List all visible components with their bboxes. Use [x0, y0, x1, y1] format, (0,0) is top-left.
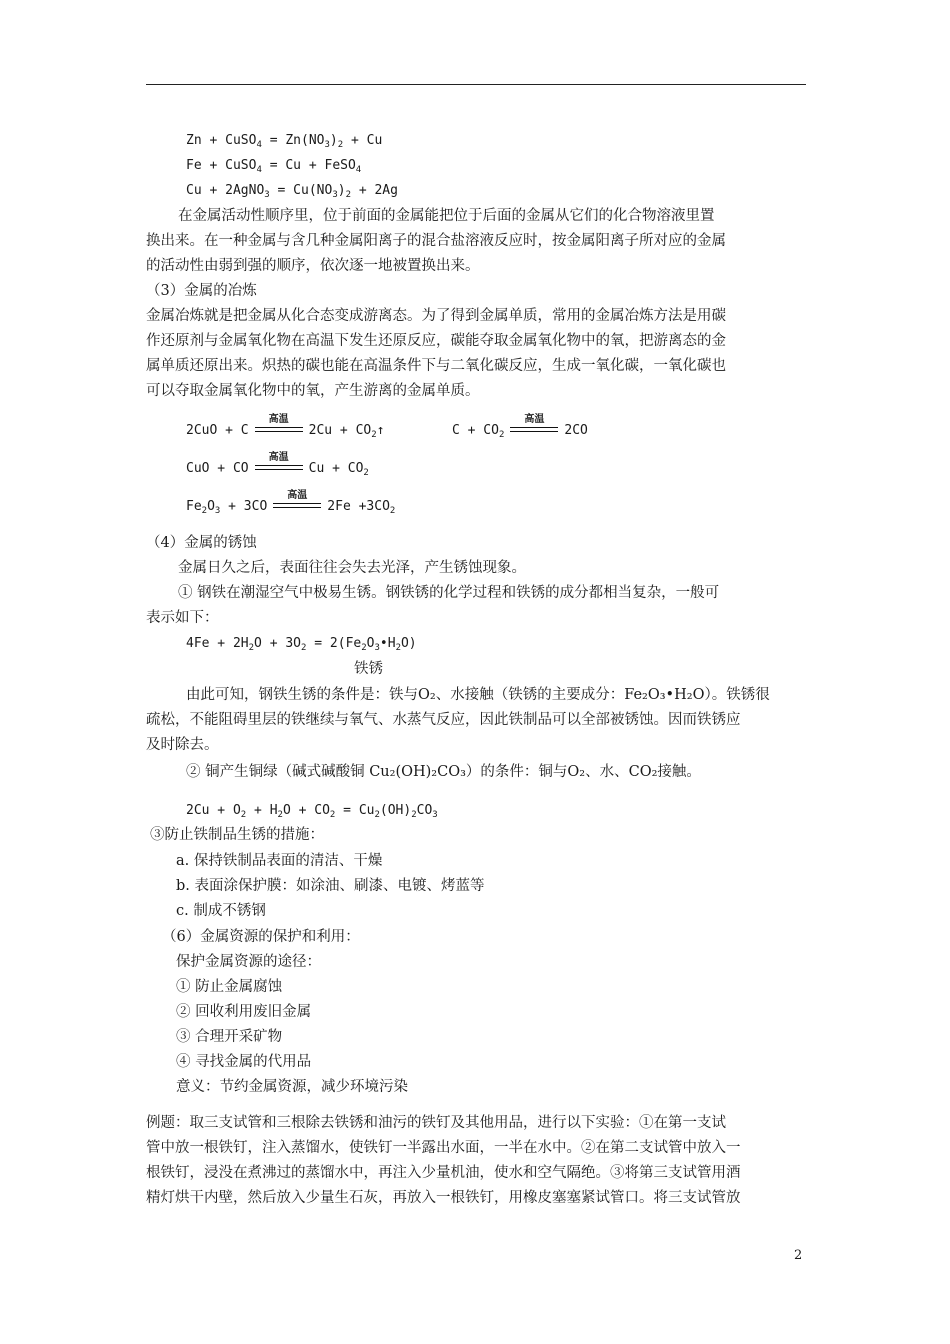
copper-patina-line: ② 铜产生铜绿（碱式碱酸铜 Cu₂(OH)₂CO₃）的条件：铜与O₂、水、CO₂接触。 [186, 764, 701, 780]
example-line: 精灯烘干内壁，然后放入少量生石灰，再放入一根铁钉，用橡皮塞塞紧试管口。将三支试管放 [146, 1190, 741, 1206]
prevent-title: ③防止铁制品生锈的措施： [150, 827, 324, 843]
list-item: b. 表面涂保护膜：如涂油、刷漆、电镀、烤蓝等 [176, 878, 485, 894]
list-item: ① 防止金属腐蚀 [176, 979, 283, 995]
reaction-cuo-c: 2CuO + C 高温 $2Cu + CO_2↑$ [186, 414, 385, 440]
page-number: 2 [794, 1248, 803, 1263]
paragraph-line: 可以夺取金属氧化物中的氧，产生游离的金属单质。 [146, 383, 480, 399]
section-heading-3: （3）金属的冶炼 [146, 283, 257, 299]
paragraph-line: 属单质还原出来。炽热的碳也能在高温条件下与二氧化碳反应，生成一氧化碳，一氧化碳也 [146, 358, 726, 374]
list-item: a. 保持铁制品表面的清洁、干燥 [176, 853, 383, 869]
paragraph-line: 表示如下： [146, 610, 219, 626]
section-heading-4: （4）金属的锈蚀 [146, 535, 257, 551]
example-line: 管中放一根铁钉，注入蒸馏水，使铁钉一半露出水面，一半在水中。②在第二支试管中放入一 [146, 1140, 741, 1156]
paragraph-line: 金属日久之后，表面往往会失去光泽，产生锈蚀现象。 [178, 560, 526, 576]
high-temperature-arrow: 高温 [508, 418, 560, 436]
equation-zn: Zn + CuSO$_4$ = $Zn(NO_3)_2 + Cu$ [186, 133, 383, 150]
example-line: 根铁钉，浸没在煮沸过的蒸馏水中，再注入少量机油，使水和空气隔绝。③将第三支试管用酒 [146, 1165, 741, 1181]
paragraph-line: ① 钢铁在潮湿空气中极易生锈。钢铁锈的化学过程和铁锈的成分都相当复杂，一般可 [178, 585, 720, 601]
equation-cu: Cu + 2AgNO$_3$ = $Cu(NO_3)_2 + 2Ag$ [186, 183, 398, 200]
rust-label: 铁锈 [354, 661, 383, 677]
paragraph-line: 在金属活动性顺序里，位于前面的金属能把位于后面的金属从它们的化合物溶液里置 [178, 208, 715, 224]
paragraph-line: 作还原剂与金属氧化物在高温下发生还原反应，碳能夺取金属氧化物中的氧，把游离态的金 [146, 333, 726, 349]
example-line: 例题：取三支试管和三根除去铁锈和油污的铁钉及其他用品，进行以下实验：①在第一支试 [146, 1115, 726, 1131]
reaction-c-co2: $C + CO_2$ 高温 2CO [452, 414, 588, 440]
paragraph-line: 由此可知，钢铁生锈的条件是：铁与O₂、水接触（铁锈的主要成分：Fe₂O₃•H₂O）。铁锈很 [186, 687, 770, 703]
list-item: ④ 寻找金属的代用品 [176, 1054, 312, 1070]
list-item: ② 回收利用废旧金属 [176, 1004, 312, 1020]
paragraph-line: 及时除去。 [146, 737, 219, 753]
list-item: ③ 合理开采矿物 [176, 1029, 283, 1045]
reaction-fe2o3-co: $Fe_2O_3 + 3CO$ 高温 $2Fe +3CO_2$ [186, 490, 396, 516]
paragraph-line: 金属冶炼就是把金属从化合态变成游离态。为了得到金属单质，常用的金属冶炼方法是用碳 [146, 308, 726, 324]
paragraph-line: 疏松，不能阻碍里层的铁继续与氧气、水蒸气反应，因此铁制品可以全部被锈蚀。因而铁锈应 [146, 712, 741, 728]
header-rule [146, 84, 806, 85]
section-heading-6: （6）金属资源的保护和利用： [162, 929, 360, 945]
paragraph-line: 换出来。在一种金属与含几种金属阳离子的混合盐溶液反应时，按金属阳离子所对应的金属 [146, 233, 726, 249]
high-temperature-arrow: 高温 [253, 456, 305, 474]
paragraph-line: 的活动性由弱到强的顺序，依次逐一地被置换出来。 [146, 258, 480, 274]
rust-equation: $4Fe + 2H_2O + 3O_2$ = $2(Fe_2O_3•H_2O)$ [186, 636, 417, 653]
copper-equation: $2Cu + O_2 + H_2O + CO_2 = Cu_2(OH)_2CO_3$ [186, 803, 438, 820]
equation-fe: Fe + CuSO$_4$ = Cu + FeSO$_4$ [186, 158, 362, 175]
high-temperature-arrow: 高温 [253, 418, 305, 436]
protect-title: 保护金属资源的途径： [176, 954, 321, 970]
reaction-cuo-co: CuO + CO 高温 $Cu + CO_2$ [186, 452, 369, 478]
list-item: c. 制成不锈钢 [176, 903, 266, 919]
meaning-line: 意义：节约金属资源，减少环境污染 [176, 1079, 408, 1095]
high-temperature-arrow: 高温 [271, 494, 323, 512]
